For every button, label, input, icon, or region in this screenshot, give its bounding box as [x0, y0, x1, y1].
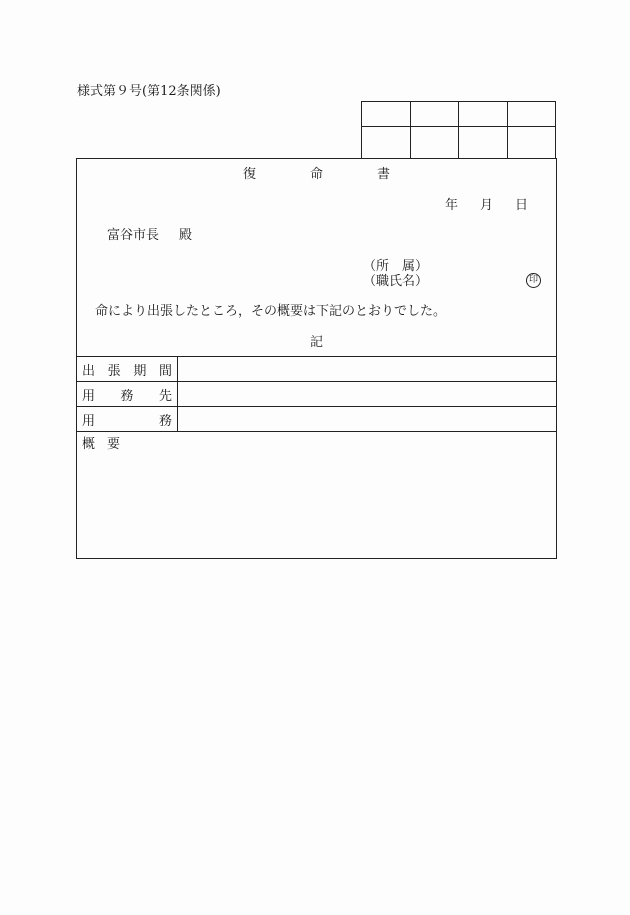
year-label: 年	[444, 198, 458, 213]
trip-period-field[interactable]	[177, 357, 556, 382]
label-char: 務	[120, 388, 134, 404]
addressee-honorific: 殿	[179, 228, 193, 243]
form-number: 様式第９号(第12条関係)	[77, 84, 221, 99]
label-char: 要	[107, 437, 121, 452]
date-line[interactable]	[445, 198, 528, 214]
seal-mark-icon: 印	[526, 273, 541, 288]
label-char: 務	[158, 413, 172, 429]
trip-period-label	[77, 357, 177, 382]
day-label: 日	[514, 198, 528, 213]
label-char: 出	[82, 363, 96, 379]
month-label: 月	[479, 198, 493, 213]
label-char: 概	[82, 437, 96, 452]
label-char: 用	[82, 388, 96, 404]
label-char: 期	[133, 363, 147, 379]
table-row	[77, 407, 556, 432]
destination-label	[77, 382, 177, 407]
business-label	[77, 407, 177, 432]
stamp-header-cell	[410, 102, 459, 127]
label-char: 張	[107, 363, 121, 379]
addressee-name: 富谷市長	[107, 228, 160, 243]
job-title-name-label: （職氏名）	[363, 274, 429, 289]
business-field[interactable]	[177, 407, 556, 432]
addressee	[107, 228, 192, 244]
summary-field[interactable]	[77, 431, 556, 559]
title-char: 復	[242, 167, 256, 182]
table-row	[77, 357, 556, 382]
stamp-header-cell	[507, 102, 556, 127]
approval-stamp-grid	[361, 101, 556, 159]
stamp-header-cell	[362, 102, 411, 127]
stamp-cell[interactable]	[410, 127, 459, 159]
title-char: 命	[309, 167, 323, 182]
title-char: 書	[377, 167, 391, 182]
stamp-cell[interactable]	[507, 127, 556, 159]
label-char: 用	[82, 413, 96, 429]
report-form	[76, 158, 557, 559]
destination-field[interactable]	[177, 382, 556, 407]
label-char: 先	[158, 388, 172, 404]
form-title	[77, 167, 556, 183]
stamp-cell[interactable]	[362, 127, 411, 159]
ki-heading: 記	[309, 335, 323, 350]
report-body-text: 命により出張したところ，その概要は下記のとおりでした。	[95, 304, 447, 319]
stamp-header-cell	[459, 102, 508, 127]
summary-label	[82, 437, 120, 453]
label-char: 間	[158, 363, 172, 379]
table-row	[77, 382, 556, 407]
affiliation-label: （所 属）	[363, 259, 429, 274]
details-table	[77, 356, 556, 431]
stamp-cell[interactable]	[459, 127, 508, 159]
